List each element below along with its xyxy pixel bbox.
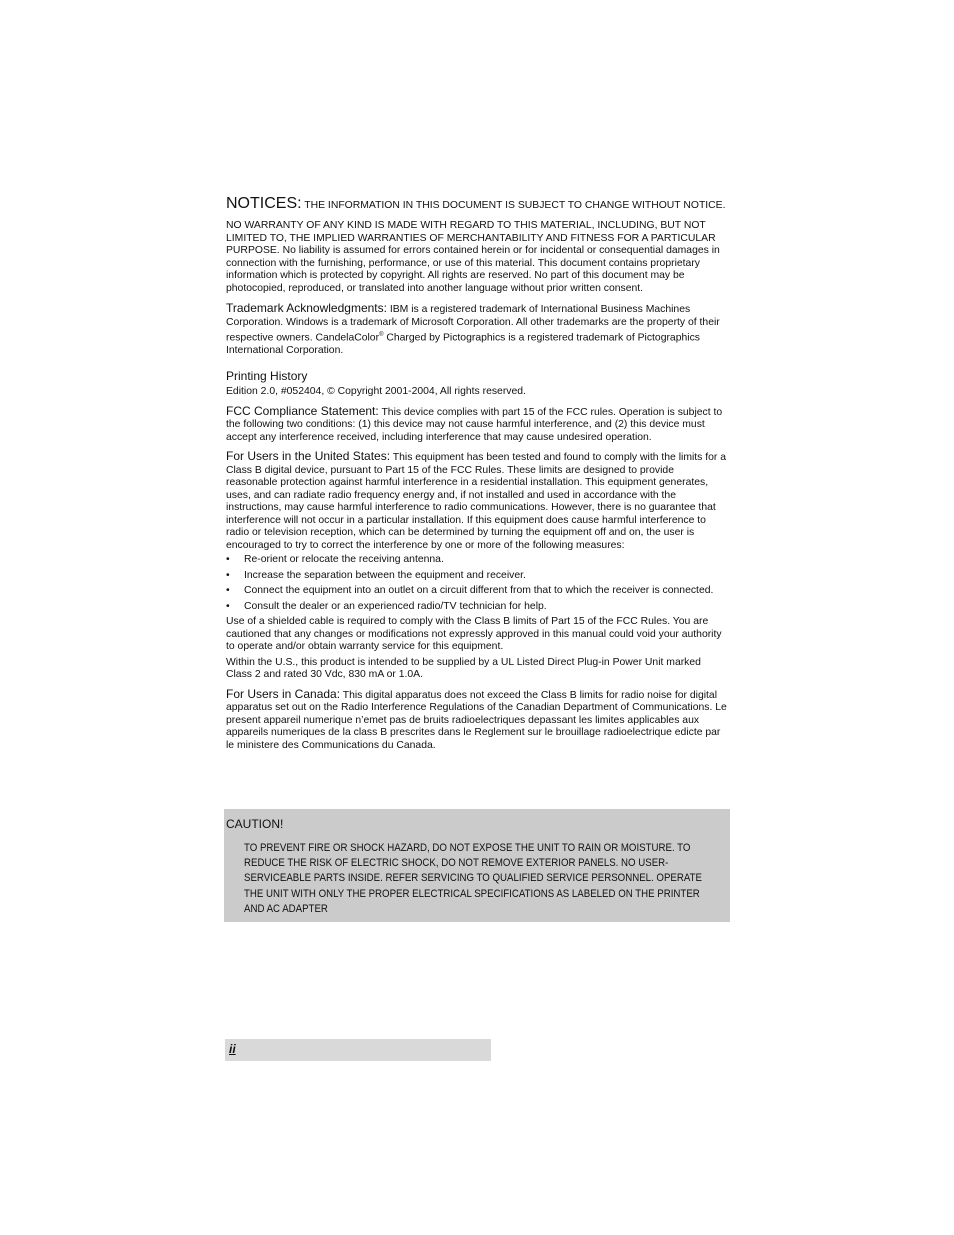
bullet-glyph: • xyxy=(226,554,230,566)
usa-heading: For Users in the United States: xyxy=(226,449,391,464)
trademark-text: IBM is a registered trademark of International Business Machines Corporation. Windows is a trademark of Microsoft Corporation. All other trademarks are the property of their respective owners. CandelaColor xyxy=(226,304,720,344)
measure-text: Increase the separation between the equipment and receiver. xyxy=(244,569,526,581)
notices-heading: NOTICES: xyxy=(226,195,302,212)
fcc-text: This device complies with part 15 of the FCC rules. Operation is subject to the following two conditions: (1) this device may not cause harmful interference, and (2) this device must accept any interference received, including interference that may cause undesired operation. xyxy=(226,406,723,443)
list-item xyxy=(226,585,728,598)
measures-list xyxy=(226,554,728,613)
notices-section xyxy=(226,195,728,752)
edition-line: Edition 2.0, #052404, © Copyright 2001-2004, All rights reserved. xyxy=(226,386,526,398)
measure-text: Re-orient or relocate the receiving antenna. xyxy=(244,554,444,566)
fcc-heading: FCC Compliance Statement: xyxy=(226,403,379,418)
usa-text: This equipment has been tested and found to comply with the limits for a Class B digital device, pursuant to Part 15 of the FCC Rules. These limits are designed to provide reasonable protection against harmful interference in a residential installation. This equipment generates, uses, and can radiate radio frequency energy and, if not installed and used in accordance with the instructions, may cause harmful interference to radio communications. However, there is no guarantee that interference will not occur in a particular installation. If this equipment does cause harmful interference to radio or television reception, which can be determined by turning the equipment off and on, the user is encouraged to try to correct the interference by one or more of the following measures: xyxy=(226,452,727,551)
list-item xyxy=(226,570,728,583)
page-footer xyxy=(225,1039,491,1061)
measure-text: Consult the dealer or an experienced radio/TV technician for help. xyxy=(244,600,547,612)
printing-history-section xyxy=(226,369,728,399)
measure-text: Connect the equipment into an outlet on a circuit different from that to which the receiver is connected. xyxy=(244,585,714,597)
list-item xyxy=(226,554,728,567)
power-unit-paragraph: Within the U.S., this product is intended to be supplied by a UL Listed Direct Plug-in Power Unit marked Class 2 and rated 30 Vdc, 830 mA or 1.0A. xyxy=(226,656,701,681)
trademark-paragraph xyxy=(226,302,728,357)
list-item xyxy=(226,601,728,614)
warranty-paragraph: NO WARRANTY OF ANY KIND IS MADE WITH REGARD TO THIS MATERIAL, INCLUDING, BUT NOT LIMITED TO, THE IMPLIED WARRANTIES OF MERCHANTABILITY AND FITNESS FOR A PARTICULAR PURPOSE. No liability is assumed for errors contained herein or for incidental or consequential damages in connection with the furnishing, performance, or use of this material. This document contains proprietary information which is protected by copyright. All rights are reserved. No part of this document may be photocopied, reproduced, or translated into another language without prior written consent. xyxy=(226,220,720,294)
usa-paragraph xyxy=(226,450,728,552)
bullet-glyph: • xyxy=(226,600,230,612)
caution-text: TO PREVENT FIRE OR SHOCK HAZARD, DO NOT EXPOSE THE UNIT TO RAIN OR MOISTURE. TO REDUCE THE RISK OF ELECTRIC SHOCK, DO NOT REMOVE EXTERIOR PANELS. NO USER-SERVICEABLE PARTS INSIDE. REFER SERVICING TO QUALIFIED SERVICE PERSONNEL. OPERATE THE UNIT WITH ONLY THE PROPER ELECTRICAL SPECIFICATIONS AS LABELED ON THE PRINTER AND AC ADAPTER xyxy=(244,842,702,915)
bullet-glyph: • xyxy=(226,569,230,581)
trademark-text-end: Charged by Pictographics is a registered trademark of Pictographics International Corporation. xyxy=(226,332,700,356)
canada-text: This digital apparatus does not exceed the Class B limits for radio noise for digital apparatus set out on the Radio Interference Regulations of the Canadian Department of Communications. Le present appareil numerique n’emet pas de bruits radioelectriques depassant les limites applicables aux appareils numeriques de la class B prescrites dans le Reglement sur le brouillage radioelectrique edicte par le ministere des Communications du Canada. xyxy=(226,689,727,751)
bullet-glyph: • xyxy=(226,585,230,597)
notices-paragraph xyxy=(226,195,728,214)
registered-mark: ® xyxy=(379,332,384,338)
caution-title: CAUTION! xyxy=(226,817,284,831)
canada-paragraph xyxy=(226,688,728,753)
canada-heading: For Users in Canada: xyxy=(226,686,341,701)
page-number: ii xyxy=(229,1042,236,1056)
shielded-cable-paragraph: Use of a shielded cable is required to comply with the Class B limits of Part 15 of the FCC Rules. You are cautioned that any changes or modifications not expressly approved in this manual could void your authority to operate and/or obtain warranty service for this equipment. xyxy=(226,616,722,653)
printing-history-heading: Printing History xyxy=(226,369,308,384)
caution-box xyxy=(224,809,730,922)
fcc-paragraph xyxy=(226,405,728,445)
notices-subject-line: THE INFORMATION IN THIS DOCUMENT IS SUBJECT TO CHANGE WITHOUT NOTICE. xyxy=(304,200,726,211)
trademark-heading: Trademark Acknowledgments: xyxy=(226,301,387,315)
